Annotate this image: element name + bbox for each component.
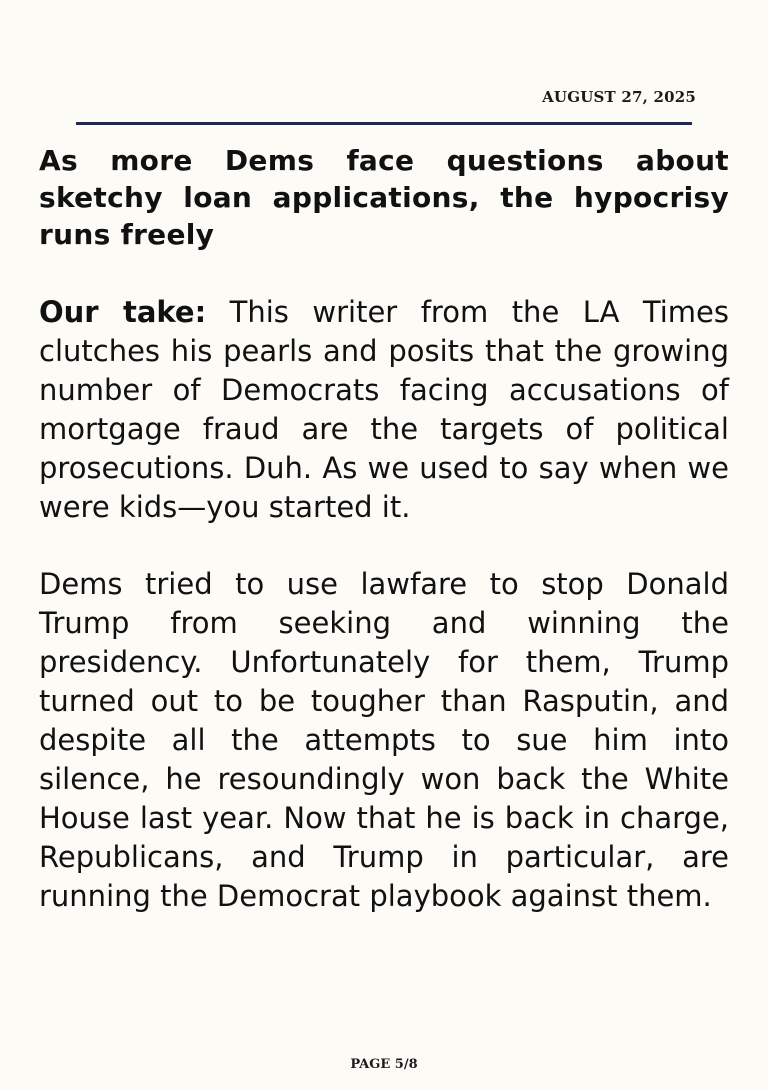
article-date: AUGUST 27, 2025 (542, 88, 696, 106)
paragraph-our-take (39, 293, 729, 527)
our-take-text: This writer from the LA Times clutches his pearls and posits that the growing number of Democrats facing accusations of mortgage fraud are the targets of political prosecutions. Duh. As we used to say when we were kids—you started it. (39, 295, 729, 524)
page-number: PAGE 5/8 (350, 1057, 418, 1072)
header-divider (76, 122, 692, 125)
article-body (39, 142, 729, 916)
our-take-label: Our take: (39, 295, 207, 329)
paragraph-lawfare: Dems tried to use lawfare to stop Donald Trump from seeking and winning the presidency. Unfortunately for them, Trump turned out to be tougher than Rasputin, and despite all the attempts to sue him into silence, he resoundingly won back the White House last year. Now that he is back in charge, Republicans, and Trump in particular, are running the Democrat playbook against them. (39, 567, 729, 913)
article-headline: As more Dems face questions about sketchy loan applications, the hypocrisy runs freely (39, 144, 729, 251)
